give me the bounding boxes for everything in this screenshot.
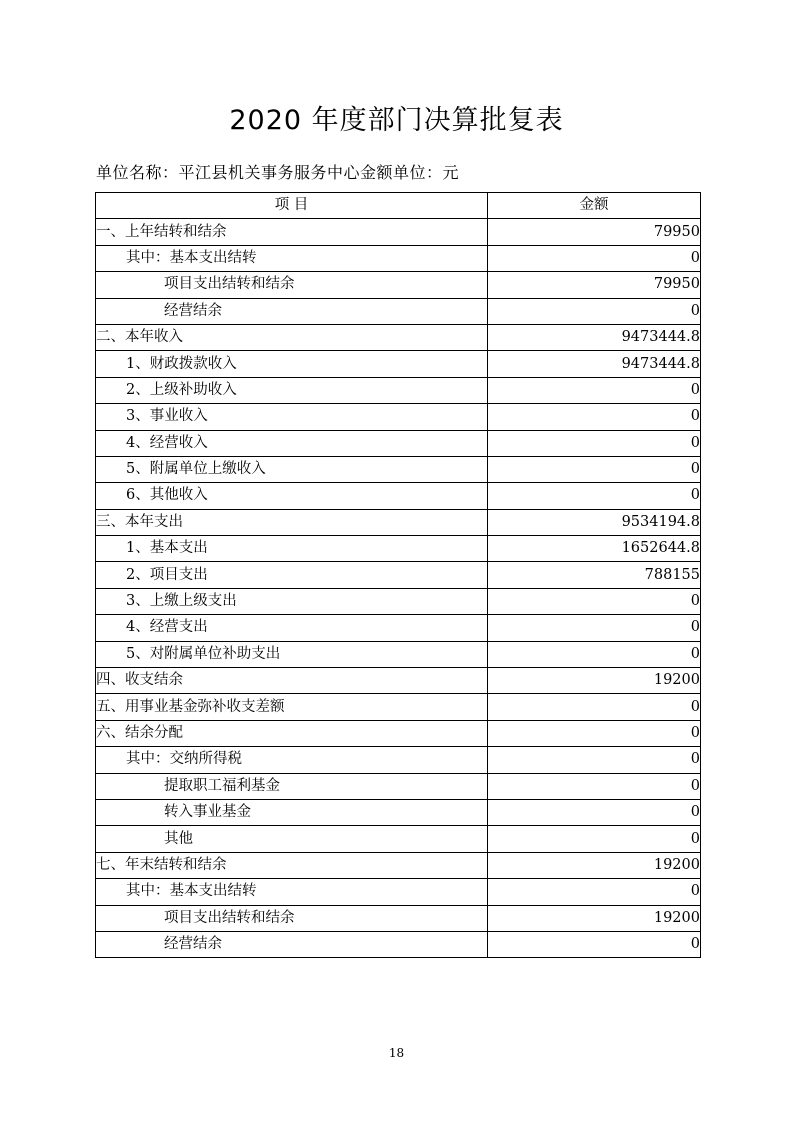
row-item-label: 四、收支结余 [96,668,488,694]
table-header-row [96,193,701,219]
row-item-label: 项目支出结转和结余 [96,272,488,298]
row-amount: 0 [488,747,701,773]
row-amount: 0 [488,773,701,799]
approval-table [95,192,701,958]
table-row [96,430,701,456]
row-amount: 0 [488,799,701,825]
table-row [96,668,701,694]
table-row [96,324,701,350]
header-amount: 金额 [488,193,701,219]
page-title: 2020 年度部门决算批复表 [229,105,564,136]
row-item-label: 经营结余 [96,931,488,957]
table-row [96,509,701,535]
row-item-label: 1、基本支出 [96,536,488,562]
row-amount: 0 [488,720,701,746]
row-amount: 9473444.8 [488,351,701,377]
table-row [96,298,701,324]
unit-info: 单位名称：平江县机关事务服务中心金额单位：元 [96,163,460,182]
row-amount: 0 [488,615,701,641]
row-amount: 19200 [488,852,701,878]
table-row [96,720,701,746]
row-item-label: 其中：交纳所得税 [96,747,488,773]
row-item-label: 一、上年结转和结余 [96,219,488,245]
row-item-label: 3、上缴上级支出 [96,588,488,614]
row-item-label: 2、上级补助收入 [96,377,488,403]
row-amount: 788155 [488,562,701,588]
row-amount: 0 [488,879,701,905]
row-item-label: 转入事业基金 [96,799,488,825]
row-item-label: 其中：基本支出结转 [96,245,488,271]
row-amount: 9473444.8 [488,324,701,350]
table-row [96,826,701,852]
row-amount: 0 [488,245,701,271]
row-amount: 1652644.8 [488,536,701,562]
row-amount: 0 [488,298,701,324]
row-amount: 0 [488,826,701,852]
row-item-label: 其他 [96,826,488,852]
table-row [96,588,701,614]
row-item-label: 3、事业收入 [96,404,488,430]
row-amount: 0 [488,483,701,509]
row-item-label: 六、结余分配 [96,720,488,746]
table-row [96,245,701,271]
row-item-label: 2、项目支出 [96,562,488,588]
row-item-label: 4、经营支出 [96,615,488,641]
table-row [96,456,701,482]
row-amount: 0 [488,456,701,482]
row-item-label: 6、其他收入 [96,483,488,509]
table-row [96,747,701,773]
row-item-label: 五、用事业基金弥补收支差额 [96,694,488,720]
row-item-label: 其中：基本支出结转 [96,879,488,905]
row-amount: 9534194.8 [488,509,701,535]
table-row [96,773,701,799]
row-item-label: 4、经营收入 [96,430,488,456]
row-amount: 0 [488,641,701,667]
row-amount: 0 [488,931,701,957]
table-row [96,694,701,720]
table-row [96,272,701,298]
row-amount: 79950 [488,272,701,298]
row-amount: 19200 [488,905,701,931]
table-row [96,562,701,588]
row-item-label: 提取职工福利基金 [96,773,488,799]
header-item: 项 目 [96,193,488,219]
table-row [96,404,701,430]
table-row [96,879,701,905]
row-item-label: 经营结余 [96,298,488,324]
row-item-label: 三、本年支出 [96,509,488,535]
table-row [96,852,701,878]
row-amount: 79950 [488,219,701,245]
row-amount: 0 [488,404,701,430]
table-row [96,615,701,641]
table-row [96,377,701,403]
table-row [96,536,701,562]
table-row [96,905,701,931]
table-row [96,931,701,957]
row-amount: 0 [488,588,701,614]
row-item-label: 二、本年收入 [96,324,488,350]
table-row [96,799,701,825]
row-amount: 0 [488,430,701,456]
row-item-label: 项目支出结转和结余 [96,905,488,931]
row-amount: 19200 [488,668,701,694]
table-row [96,483,701,509]
row-item-label: 1、财政拨款收入 [96,351,488,377]
row-amount: 0 [488,694,701,720]
row-item-label: 5、对附属单位补助支出 [96,641,488,667]
table-row [96,219,701,245]
page-number: 18 [388,1046,405,1060]
table-row [96,351,701,377]
row-item-label: 5、附属单位上缴收入 [96,456,488,482]
row-item-label: 七、年末结转和结余 [96,852,488,878]
table-row [96,641,701,667]
row-amount: 0 [488,377,701,403]
